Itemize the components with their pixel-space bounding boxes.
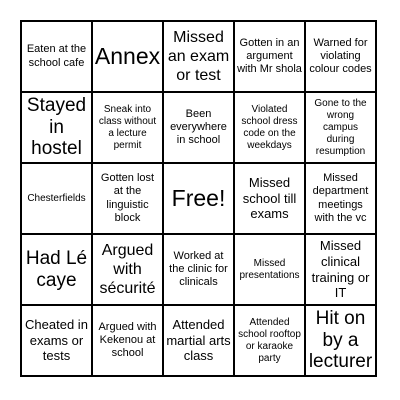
cell-label: Sneak into class without a lecture permit [98,103,157,151]
cell-label: Chesterfields [27,192,86,204]
bingo-cell-r2c2[interactable] [92,92,163,163]
bingo-cell-r2c5[interactable] [305,92,376,163]
cell-label: Attended martial arts class [166,317,231,364]
cell-label: Free! [171,184,226,211]
cell-label: Had Lé caye [25,247,88,291]
bingo-cell-free-space[interactable] [163,163,234,234]
bingo-cell-r3c1[interactable] [21,163,92,234]
bingo-board [20,20,377,377]
bingo-cell-r5c3[interactable] [163,305,234,376]
bingo-cell-r5c4[interactable] [234,305,305,376]
bingo-cell-r2c3[interactable] [163,92,234,163]
cell-label: Attended school rooftop or karaoke party [238,316,301,364]
cell-label: Hit on by a lecturer [308,307,373,373]
bingo-cell-r4c3[interactable] [163,234,234,305]
bingo-cell-r3c2[interactable] [92,163,163,234]
bingo-cell-r5c1[interactable] [21,305,92,376]
bingo-cell-r4c5[interactable] [305,234,376,305]
cell-label: Gotten lost at the linguistic block [100,172,155,224]
bingo-cell-r4c1[interactable] [21,234,92,305]
cell-label: Missed an exam or test [167,28,230,85]
cell-label: Cheated in exams or tests [25,317,88,364]
bingo-cell-r1c1[interactable] [21,21,92,92]
cell-label: Gotten in an argument with Mr shola [237,36,302,76]
bingo-cell-r4c4[interactable] [234,234,305,305]
cell-label: Missed department meetings with the vc [312,172,369,224]
cell-label: Worked at the clinic for clinicals [169,249,228,289]
bingo-cell-r2c1[interactable] [21,92,92,163]
cell-label: Gone to the wrong campus during resumption [314,97,367,157]
bingo-cell-r4c2[interactable] [92,234,163,305]
cell-label: Annex [94,42,161,69]
bingo-cell-r5c5[interactable] [305,305,376,376]
cell-label: Been everywhere in school [170,107,227,147]
cell-label: Missed school till exams [242,175,297,222]
cell-label: Argued with sécurité [99,241,156,298]
cell-label: Violated school dress code on the weekdays [241,103,298,151]
cell-label: Warned for violating colour codes [309,36,372,76]
bingo-cell-r3c4[interactable] [234,163,305,234]
bingo-cell-r2c4[interactable] [234,92,305,163]
bingo-cell-r3c5[interactable] [305,163,376,234]
cell-label: Missed presentations [239,257,300,281]
cell-label: Missed clinical training or IT [311,238,370,301]
cell-label: Argued with Kekenou at school [98,320,157,360]
bingo-cell-r1c4[interactable] [234,21,305,92]
bingo-cell-r1c5[interactable] [305,21,376,92]
cell-label: Eaten at the school cafe [26,43,87,69]
bingo-cell-r1c2[interactable] [92,21,163,92]
cell-label: Stayed in hostel [26,94,87,160]
bingo-cell-r5c2[interactable] [92,305,163,376]
bingo-cell-r1c3[interactable] [163,21,234,92]
